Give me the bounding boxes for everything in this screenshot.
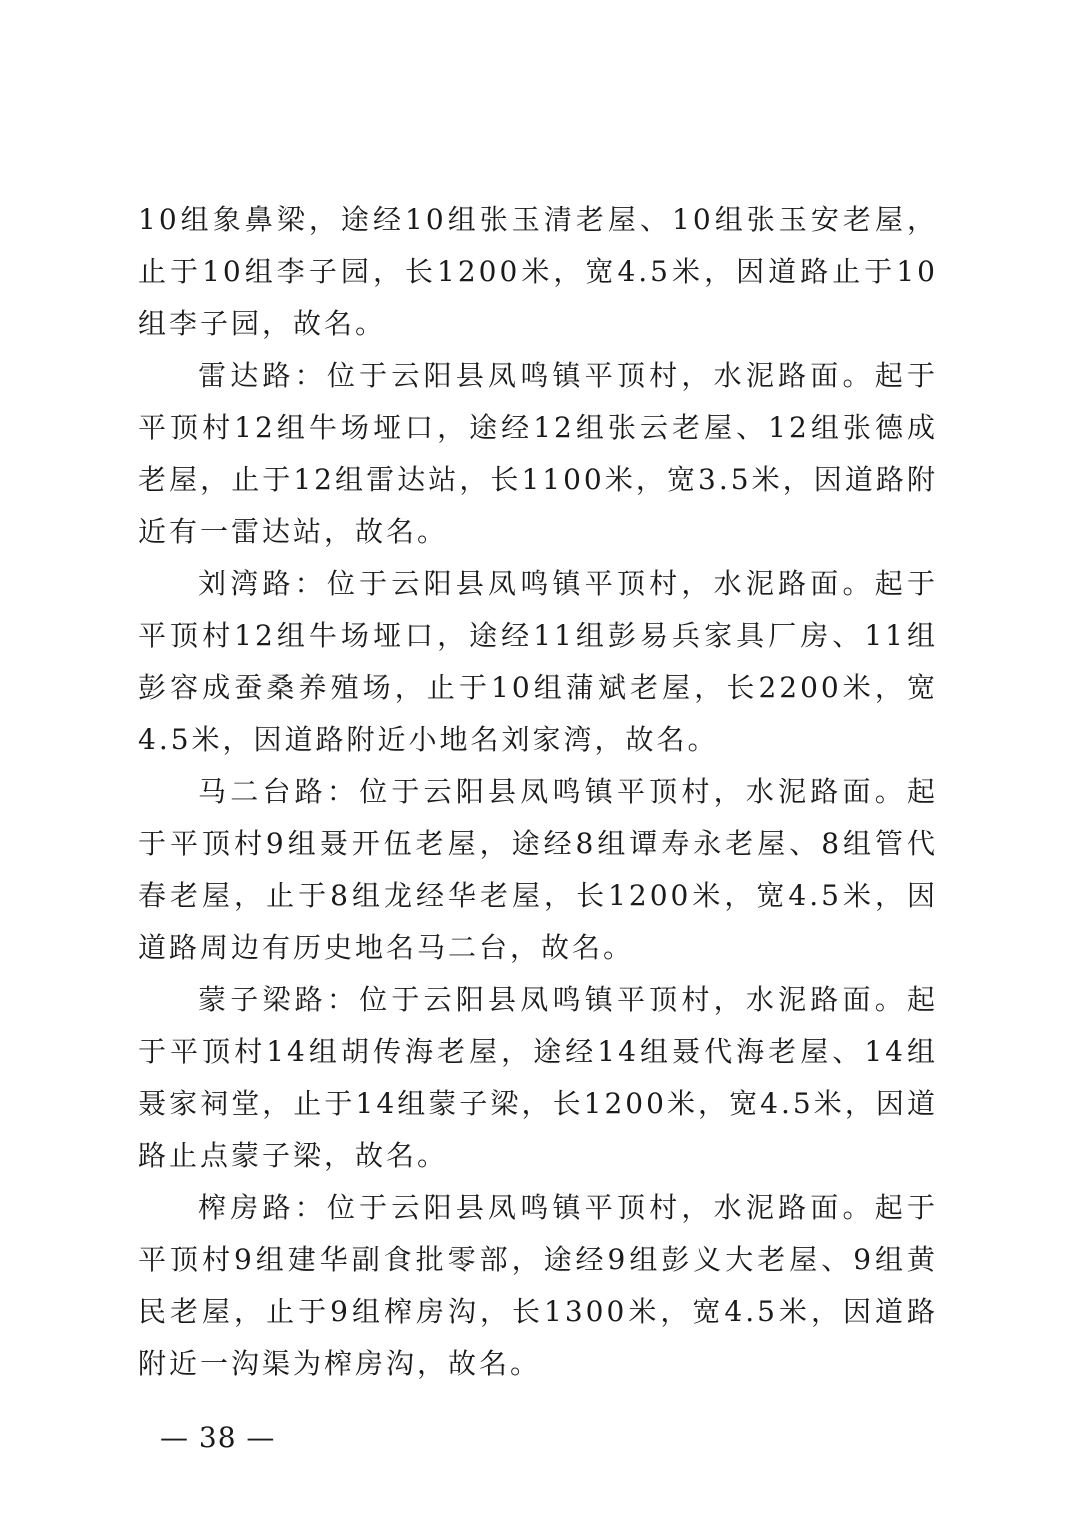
body-text: [138, 194, 938, 1390]
paragraph-continuation: 10组象鼻梁，途经10组张玉清老屋、10组张玉安老屋，止于10组李子园，长1200米，宽4.5米，因道路止于10组李子园，故名。: [138, 203, 938, 340]
paragraph-zhafang-road: 榨房路：位于云阳县凤鸣镇平顶村，水泥路面。起于平顶村9组建华副食批零部，途经9组彭义大老屋、9组黄民老屋，止于9组榨房沟，长1300米，宽4.5米，因道路附近一沟渠为榨房沟，故名。: [138, 1191, 938, 1380]
page-number: — 38 —: [160, 1421, 276, 1454]
paragraph-mengziliang-road: 蒙子梁路：位于云阳县凤鸣镇平顶村，水泥路面。起于平顶村14组胡传海老屋，途经14组聂代海老屋、14组聂家祠堂，止于14组蒙子梁，长1200米，宽4.5米，因道路止点蒙子梁，故名。: [138, 983, 938, 1172]
paragraph-maertai-road: 马二台路：位于云阳县凤鸣镇平顶村，水泥路面。起于平顶村9组聂开伍老屋，途经8组谭寿永老屋、8组管代春老屋，止于8组龙经华老屋，长1200米，宽4.5米，因道路周边有历史地名马二台，故名。: [138, 775, 938, 964]
paragraph-liuwan-road: 刘湾路：位于云阳县凤鸣镇平顶村，水泥路面。起于平顶村12组牛场垭口，途经11组彭易兵家具厂房、11组彭容成蚕桑养殖场，止于10组蒲斌老屋，长2200米，宽4.5米，因道路附近小地名刘家湾，故名。: [138, 567, 938, 756]
paragraph-leida-road: 雷达路：位于云阳县凤鸣镇平顶村，水泥路面。起于平顶村12组牛场垭口，途经12组张云老屋、12组张德成老屋，止于12组雷达站，长1100米，宽3.5米，因道路附近有一雷达站，故名。: [138, 359, 938, 548]
